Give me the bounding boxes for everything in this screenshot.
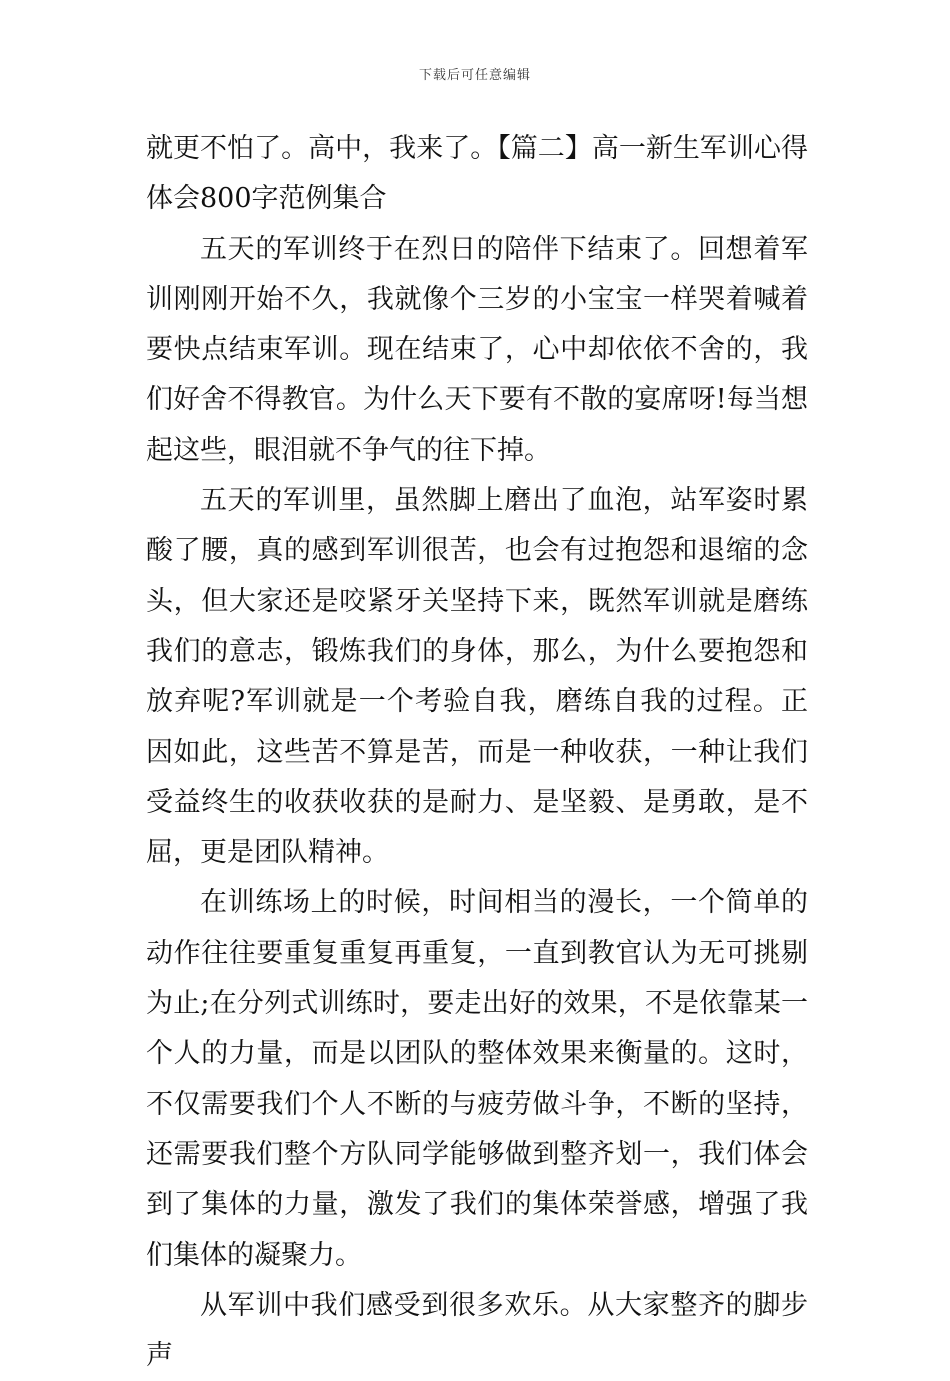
paragraph-5: 从军训中我们感受到很多欢乐。从大家整齐的脚步声 [146,1289,808,1372]
paragraph-2: 五天的军训终于在烈日的陪伴下结束了。回想着军训刚刚开始不久，我就像个三岁的小宝宝一样哭着喊着要快点结束军训。现在结束了，心中却依依不舍的，我们好舍不得教官。为什么天下要有不散的宴席呀!每当想起这些，眼泪就不争气的往下掉。 [146,233,808,466]
paragraph-3: 五天的军训里，虽然脚上磨出了血泡，站军姿时累酸了腰，真的感到军训很苦，也会有过抱怨和退缩的念头，但大家还是咬紧牙关坚持下来，既然军训就是磨练我们的意志，锻炼我们的身体，那么，为什么要抱怨和放弃呢?军训就是一个考验自我，磨练自我的过程。正因如此，这些苦不算是苦，而是一种收获，一种让我们受益终生的收获收获的是耐力、是坚毅、是勇敢，是不屈，更是团队精神。 [146,485,808,869]
paragraph-1: 就更不怕了。高中，我来了。【篇二】高一新生军训心得体会800字范例集合 [146,133,808,215]
document-body [146,124,808,1381]
paragraph-4: 在训练场上的时候，时间相当的漫长，一个简单的动作往往要重复重复再重复，一直到教官认为无可挑剔为止;在分列式训练时，要走出好的效果，不是依靠某一个人的力量，而是以团队的整体效果来衡量的。这时，不仅需要我们个人不断的与疲劳做斗争，不断的坚持，还需要我们整个方队同学能够做到整齐划一，我们体会到了集体的力量，激发了我们的集体荣誉感，增强了我们集体的凝聚力。 [146,887,808,1271]
page-header: 下载后可任意编辑 [418,68,531,83]
